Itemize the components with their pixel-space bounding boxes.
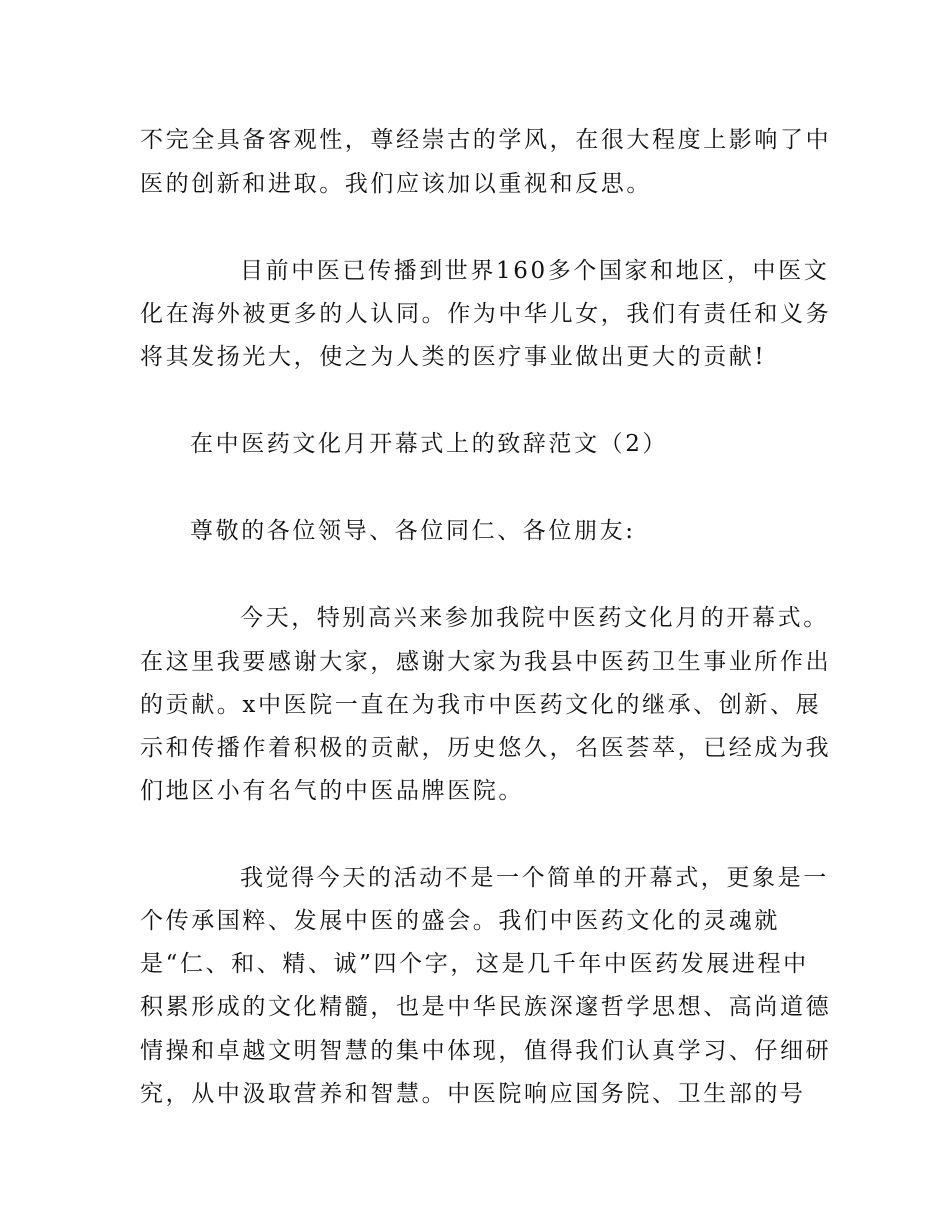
paragraph-line: 我觉得今天的活动不是一个简单的开幕式，更象是一 <box>240 865 829 891</box>
paragraph-line: 们地区小有名气的中医品牌医院。 <box>140 778 524 804</box>
paragraph-line: 示和传播作着积极的贡献，历史悠久，名医荟萃，已经成为我 <box>140 735 832 761</box>
paragraph-line: 在这里我要感谢大家，感谢大家为我县中医药卫生事业所作出 <box>140 649 832 675</box>
paragraph-line: 的贡献。x中医院一直在为我市中医药文化的继承、创新、展 <box>140 692 822 718</box>
paragraph-line: 将其发扬光大，使之为人类的医疗事业做出更大的贡献! <box>140 344 767 370</box>
paragraph-line: 今天，特别高兴来参加我院中医药文化月的开幕式。 <box>240 605 829 631</box>
paragraph-line: 个传承国粹、发展中医的盛会。我们中医药文化的灵魂就 <box>140 908 780 934</box>
paragraph-line: 医的创新和进取。我们应该加以重视和反思。 <box>140 171 652 197</box>
paragraph-line: 是“仁、和、精、诚”四个字，这是几千年中医药发展进程中 <box>140 951 809 977</box>
paragraph-line: 目前中医已传播到世界160多个国家和地区，中医文 <box>240 258 830 284</box>
paragraph-line: 化在海外被更多的人认同。作为中华儿女，我们有责任和义务 <box>140 301 832 327</box>
paragraph-line: 积累形成的文化精髓，也是中华民族深邃哲学思想、高尚道德 <box>140 994 832 1020</box>
salutation: 尊敬的各位领导、各位同仁、各位朋友: <box>190 518 636 544</box>
section-heading: 在中医药文化月开幕式上的致辞范文（2） <box>190 431 669 457</box>
paragraph-line: 不完全具备客观性，尊经崇古的学风，在很大程度上影响了中 <box>140 127 832 153</box>
paragraph-line: 情操和卓越文明智慧的集中体现，值得我们认真学习、仔细研 <box>140 1038 832 1064</box>
paragraph-line: 究，从中汲取营养和智慧。中医院响应国务院、卫生部的号 <box>140 1081 806 1107</box>
